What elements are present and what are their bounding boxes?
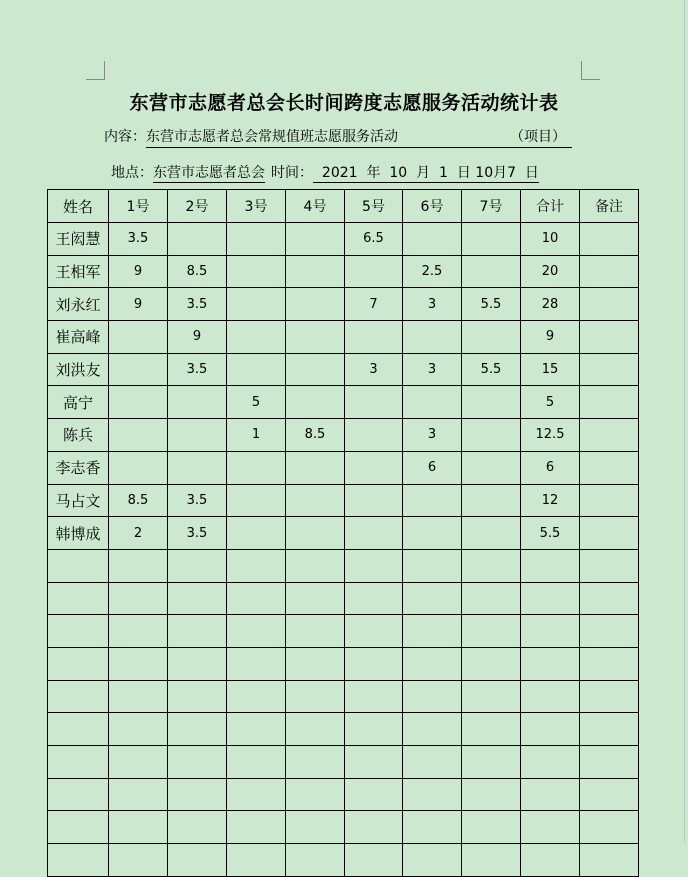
location-label: 地点： (111, 165, 153, 181)
hours-cell (286, 353, 345, 386)
hours-cell (227, 844, 286, 877)
statistics-table (47, 189, 639, 877)
content-label: 内容： (104, 129, 146, 145)
hours-cell (462, 615, 521, 648)
hours-cell (227, 713, 286, 746)
hours-cell (403, 713, 462, 746)
remark-cell (580, 680, 639, 713)
volunteer-name-cell (48, 647, 109, 680)
remark-cell (580, 778, 639, 811)
hours-cell (462, 255, 521, 288)
hours-cell (345, 255, 403, 288)
hours-cell (462, 746, 521, 779)
hours-cell (345, 419, 403, 452)
volunteer-name-cell (48, 844, 109, 877)
hours-cell (403, 549, 462, 582)
hours-cell: 3 (403, 353, 462, 386)
content-suffix: （项目） (510, 129, 566, 145)
time-label: 时间： (271, 165, 313, 181)
remark-cell (580, 517, 639, 550)
hours-cell: 5 (227, 386, 286, 419)
total-cell: 12.5 (521, 419, 580, 452)
hours-cell (286, 321, 345, 354)
hours-cell: 3.5 (109, 223, 168, 256)
remark-cell (580, 321, 639, 354)
total-cell (521, 615, 580, 648)
total-cell: 5.5 (521, 517, 580, 550)
hours-cell (345, 484, 403, 517)
total-cell (521, 811, 580, 844)
table-row (48, 288, 639, 321)
hours-cell: 8.5 (168, 255, 227, 288)
hours-cell (286, 811, 345, 844)
hours-cell (227, 615, 286, 648)
hours-cell (227, 680, 286, 713)
hours-cell (403, 582, 462, 615)
hours-cell: 3 (345, 353, 403, 386)
hours-cell (345, 386, 403, 419)
table-row (48, 746, 639, 779)
hours-cell (403, 811, 462, 844)
hours-cell (286, 778, 345, 811)
hours-cell (462, 844, 521, 877)
hours-cell: 3.5 (168, 288, 227, 321)
hours-cell (403, 778, 462, 811)
hours-cell (462, 549, 521, 582)
hours-cell (227, 811, 286, 844)
hours-cell: 5.5 (462, 353, 521, 386)
hours-cell (109, 746, 168, 779)
hours-cell (403, 615, 462, 648)
column-header: 合计 (521, 190, 580, 223)
table-row (48, 811, 639, 844)
hours-cell: 8.5 (286, 419, 345, 452)
remark-cell (580, 615, 639, 648)
hours-cell (345, 615, 403, 648)
volunteer-name-cell (48, 582, 109, 615)
column-header: 1号 (109, 190, 168, 223)
total-cell (521, 746, 580, 779)
hours-cell: 5.5 (462, 288, 521, 321)
hours-cell (168, 778, 227, 811)
column-header: 姓名 (48, 190, 109, 223)
column-header: 7号 (462, 190, 521, 223)
hours-cell: 1 (227, 419, 286, 452)
hours-cell (403, 484, 462, 517)
remark-cell (580, 811, 639, 844)
hours-cell (286, 647, 345, 680)
hours-cell (462, 223, 521, 256)
location-time-line (111, 162, 539, 182)
table-header-row (48, 190, 639, 223)
margin-corner-mark (86, 61, 105, 80)
volunteer-name-cell (48, 680, 109, 713)
hours-cell (345, 680, 403, 713)
total-cell (521, 582, 580, 615)
hours-cell (227, 484, 286, 517)
year-unit: 年 (366, 165, 381, 181)
column-header: 5号 (345, 190, 403, 223)
total-cell: 28 (521, 288, 580, 321)
hours-cell (168, 844, 227, 877)
hours-cell (227, 647, 286, 680)
hours-cell (109, 582, 168, 615)
hours-cell (403, 680, 462, 713)
hours-cell (168, 615, 227, 648)
hours-cell (345, 517, 403, 550)
hours-cell (462, 484, 521, 517)
hours-cell: 3 (403, 419, 462, 452)
table-row (48, 321, 639, 354)
hours-cell: 2.5 (403, 255, 462, 288)
remark-cell (580, 255, 639, 288)
hours-cell (345, 778, 403, 811)
table-row (48, 549, 639, 582)
volunteer-name-cell: 刘洪友 (48, 353, 109, 386)
hours-cell (286, 223, 345, 256)
hours-cell (462, 451, 521, 484)
hours-cell (227, 353, 286, 386)
remark-cell (580, 746, 639, 779)
hours-cell (109, 713, 168, 746)
hours-cell (109, 451, 168, 484)
hours-cell: 3.5 (168, 353, 227, 386)
end-date-unit: 日 (524, 165, 539, 181)
volunteer-name-cell: 王闳慧 (48, 223, 109, 256)
remark-cell (580, 451, 639, 484)
hours-cell (286, 615, 345, 648)
hours-cell (462, 517, 521, 550)
hours-cell (403, 844, 462, 877)
hours-cell (403, 517, 462, 550)
hours-cell (109, 419, 168, 452)
hours-cell (227, 451, 286, 484)
hours-cell (286, 844, 345, 877)
hours-cell (109, 386, 168, 419)
column-header: 4号 (286, 190, 345, 223)
hours-cell (168, 647, 227, 680)
hours-cell: 2 (109, 517, 168, 550)
hours-cell (345, 746, 403, 779)
hours-cell (345, 844, 403, 877)
remark-cell (580, 582, 639, 615)
hours-cell (286, 549, 345, 582)
volunteer-name-cell: 马占文 (48, 484, 109, 517)
hours-cell: 6 (403, 451, 462, 484)
table-row (48, 517, 639, 550)
hours-cell (286, 451, 345, 484)
hours-cell (109, 811, 168, 844)
hours-cell (227, 321, 286, 354)
volunteer-name-cell (48, 811, 109, 844)
table-row (48, 255, 639, 288)
total-cell: 15 (521, 353, 580, 386)
total-cell (521, 680, 580, 713)
hours-cell (462, 582, 521, 615)
total-cell (521, 778, 580, 811)
remark-cell (580, 844, 639, 877)
table-row (48, 451, 639, 484)
hours-cell (109, 844, 168, 877)
hours-cell (345, 811, 403, 844)
hours-cell (345, 582, 403, 615)
hours-cell (168, 419, 227, 452)
remark-cell (580, 386, 639, 419)
hours-cell (168, 386, 227, 419)
hours-cell: 3.5 (168, 517, 227, 550)
location-value: 东营市志愿者总会 (153, 165, 265, 181)
hours-cell (286, 288, 345, 321)
hours-cell (403, 223, 462, 256)
hours-cell (462, 811, 521, 844)
hours-cell (345, 451, 403, 484)
total-cell: 12 (521, 484, 580, 517)
hours-cell (227, 517, 286, 550)
hours-cell (109, 615, 168, 648)
table-row (48, 582, 639, 615)
volunteer-name-cell: 高宁 (48, 386, 109, 419)
total-cell: 9 (521, 321, 580, 354)
hours-cell (403, 746, 462, 779)
volunteer-name-cell: 刘永红 (48, 288, 109, 321)
remark-cell (580, 223, 639, 256)
hours-cell: 7 (345, 288, 403, 321)
hours-cell (109, 680, 168, 713)
volunteer-name-cell (48, 615, 109, 648)
hours-cell: 9 (109, 255, 168, 288)
hours-cell (168, 746, 227, 779)
content-line (104, 126, 572, 148)
content-value: 东营市志愿者总会常规值班志愿服务活动 (146, 129, 398, 145)
month-unit: 月 (416, 165, 431, 181)
hours-cell (286, 713, 345, 746)
remark-cell (580, 647, 639, 680)
remark-cell (580, 353, 639, 386)
hours-cell (286, 386, 345, 419)
hours-cell (168, 223, 227, 256)
end-date-value: 10月7 (475, 165, 517, 181)
hours-cell (227, 582, 286, 615)
date-underline (313, 165, 539, 183)
total-cell (521, 549, 580, 582)
total-cell: 6 (521, 451, 580, 484)
table-row (48, 484, 639, 517)
table-row (48, 713, 639, 746)
document-title: 东营市志愿者总会长时间跨度志愿服务活动统计表 (129, 92, 559, 114)
hours-cell (227, 288, 286, 321)
day-value: 1 (439, 165, 448, 181)
remark-cell (580, 288, 639, 321)
hours-cell (345, 321, 403, 354)
volunteer-name-cell: 韩博成 (48, 517, 109, 550)
hours-cell (109, 647, 168, 680)
hours-cell (109, 778, 168, 811)
hours-cell (286, 517, 345, 550)
volunteer-name-cell: 王相军 (48, 255, 109, 288)
margin-corner-mark (581, 61, 600, 80)
volunteer-name-cell (48, 746, 109, 779)
hours-cell (462, 778, 521, 811)
total-cell: 10 (521, 223, 580, 256)
hours-cell (345, 549, 403, 582)
volunteer-name-cell (48, 713, 109, 746)
table-row (48, 386, 639, 419)
hours-cell (168, 811, 227, 844)
volunteer-name-cell: 陈兵 (48, 419, 109, 452)
volunteer-name-cell (48, 778, 109, 811)
hours-cell (168, 582, 227, 615)
column-header: 3号 (227, 190, 286, 223)
hours-cell (462, 647, 521, 680)
remark-cell (580, 713, 639, 746)
table-row (48, 353, 639, 386)
table-row (48, 419, 639, 452)
hours-cell (462, 321, 521, 354)
table-row (48, 778, 639, 811)
hours-cell (227, 778, 286, 811)
hours-cell (403, 386, 462, 419)
total-cell: 5 (521, 386, 580, 419)
column-header: 2号 (168, 190, 227, 223)
hours-cell (109, 321, 168, 354)
hours-cell (403, 321, 462, 354)
hours-cell (227, 223, 286, 256)
hours-cell (286, 680, 345, 713)
hours-cell (462, 419, 521, 452)
hours-cell (286, 484, 345, 517)
hours-cell (462, 386, 521, 419)
hours-cell (286, 746, 345, 779)
hours-cell (403, 647, 462, 680)
hours-cell (168, 549, 227, 582)
hours-cell (286, 582, 345, 615)
hours-cell (168, 451, 227, 484)
hours-cell (227, 549, 286, 582)
hours-cell: 9 (168, 321, 227, 354)
hours-cell (462, 680, 521, 713)
column-header: 备注 (580, 190, 639, 223)
remark-cell (580, 419, 639, 452)
hours-cell: 6.5 (345, 223, 403, 256)
hours-cell (109, 549, 168, 582)
month-value: 10 (389, 165, 408, 181)
hours-cell: 3.5 (168, 484, 227, 517)
year-value: 2021 (321, 165, 358, 181)
volunteer-name-cell: 李志香 (48, 451, 109, 484)
hours-cell: 8.5 (109, 484, 168, 517)
hours-cell (227, 255, 286, 288)
page-edge (684, 0, 685, 843)
remark-cell (580, 484, 639, 517)
hours-cell (345, 647, 403, 680)
total-cell: 20 (521, 255, 580, 288)
total-cell (521, 713, 580, 746)
total-cell (521, 647, 580, 680)
hours-cell (109, 353, 168, 386)
hours-cell: 9 (109, 288, 168, 321)
volunteer-name-cell (48, 549, 109, 582)
remark-cell (580, 549, 639, 582)
content-underline (146, 126, 572, 148)
hours-cell (345, 713, 403, 746)
column-header: 6号 (403, 190, 462, 223)
day-unit: 日 (456, 165, 471, 181)
hours-cell (286, 255, 345, 288)
table-row (48, 615, 639, 648)
table-row (48, 647, 639, 680)
hours-cell (168, 713, 227, 746)
volunteer-name-cell: 崔高峰 (48, 321, 109, 354)
hours-cell (227, 746, 286, 779)
hours-cell (168, 680, 227, 713)
hours-cell (462, 713, 521, 746)
table-row (48, 680, 639, 713)
total-cell (521, 844, 580, 877)
hours-cell: 3 (403, 288, 462, 321)
table-row (48, 223, 639, 256)
table-row (48, 844, 639, 877)
